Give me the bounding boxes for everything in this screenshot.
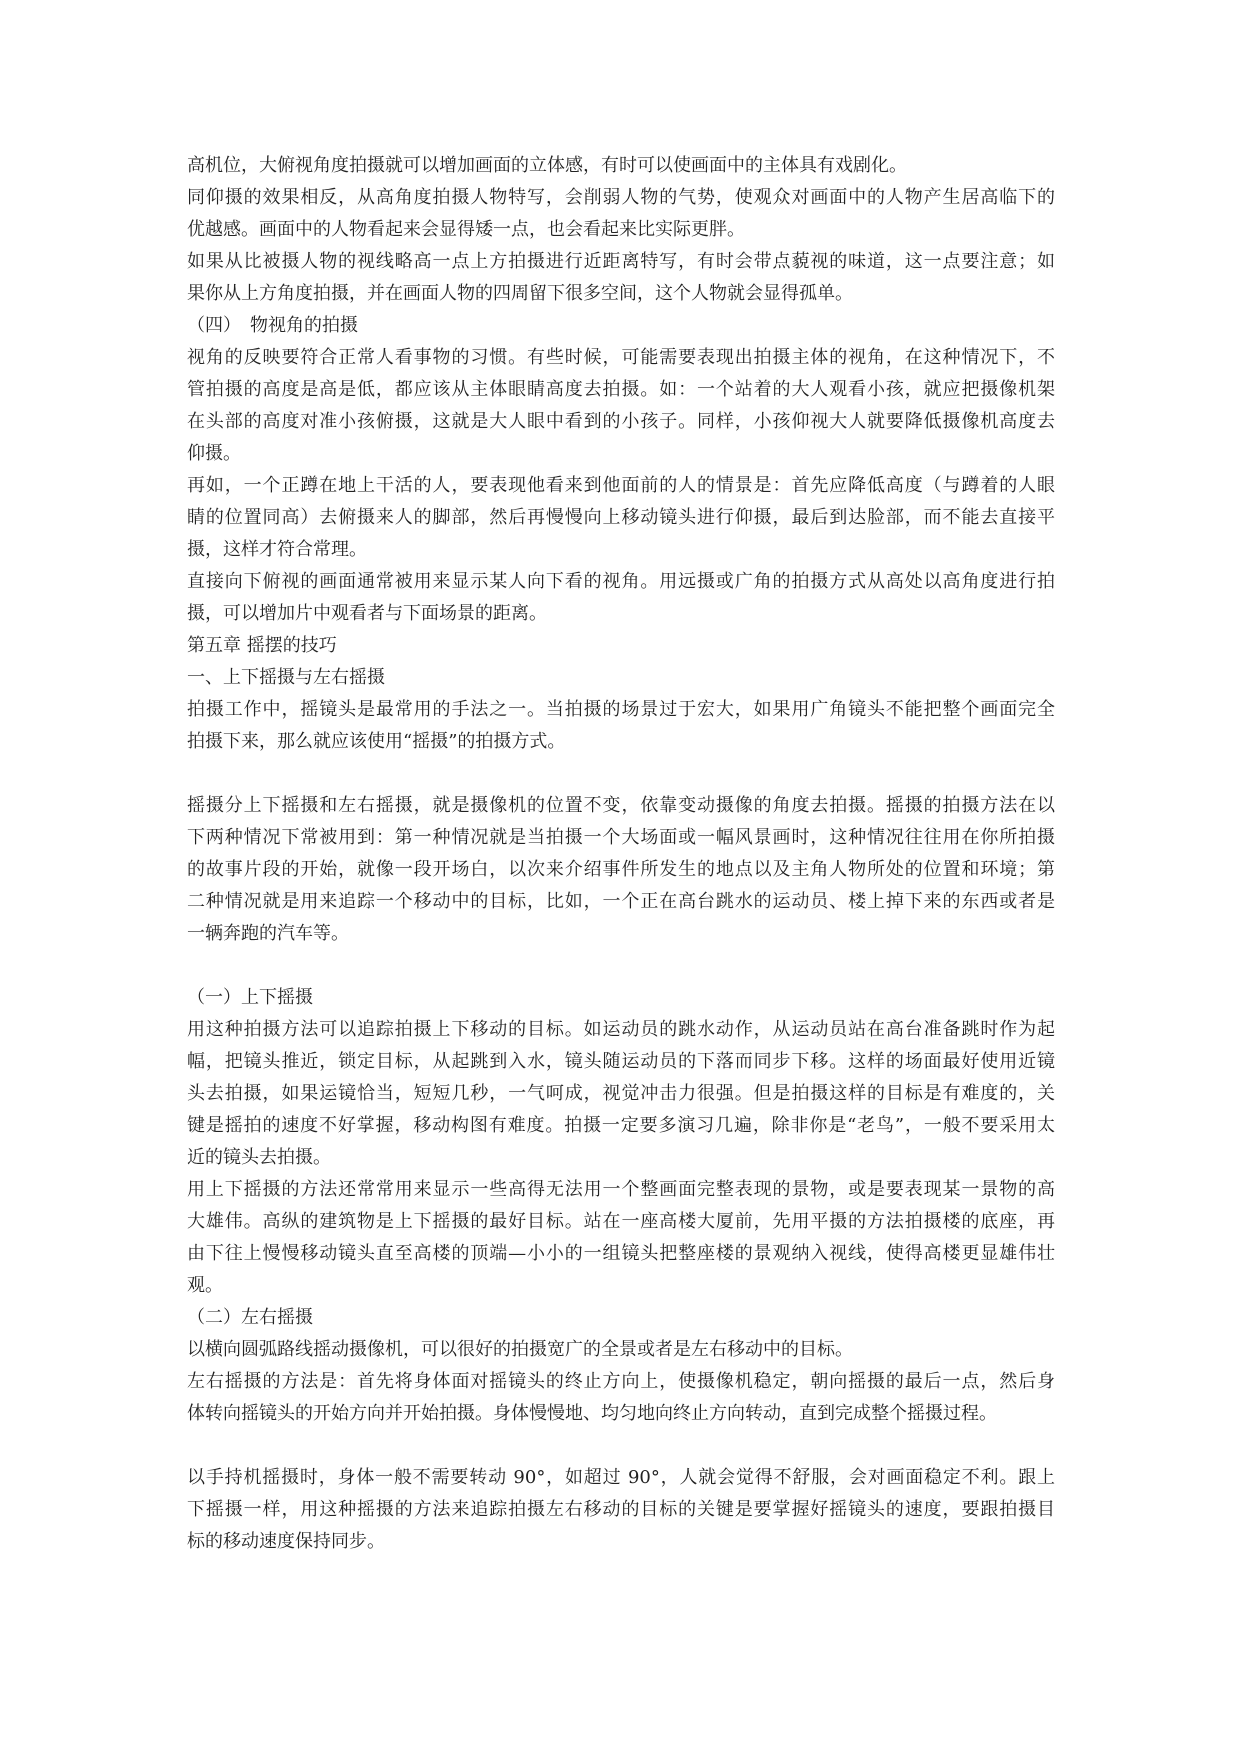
text-line: 由下往上慢慢移动镜头直至高楼的顶端—小小的一组镜头把整座楼的景观纳入视线，使得高楼更显雄伟壮 — [187, 1243, 1055, 1264]
text-line: 同仰摄的效果相反，从高角度拍摄人物特写，会削弱人物的气势，使观众对画面中的人物产生居高临下的 — [187, 187, 1055, 208]
text-line: 幅，把镜头推近，锁定目标，从起跳到入水，镜头随运动员的下落而同步下移。这样的场面最好使用近镜 — [187, 1051, 1055, 1072]
text-line: 摄，这样才符合常理。 — [187, 539, 367, 560]
text-line: 视角的反映要符合正常人看事物的习惯。有些时候，可能需要表现出拍摄主体的视角，在这种情况下，不 — [187, 347, 1055, 368]
text-line: 仰摄。 — [187, 443, 241, 464]
text-line: （二）左右摇摄 — [187, 1307, 313, 1328]
blank-line — [187, 758, 1055, 790]
text-line: 键是摇拍的速度不好掌握，移动构图有难度。拍摄一定要多演习几遍，除非你是“老鸟”，一般不要采用太 — [187, 1115, 1055, 1136]
text-line: 下两种情况下常被用到：第一种情况就是当拍摄一个大场面或一幅风景画时，这种情况往往用在你所拍摄 — [187, 827, 1055, 848]
text-line: （一）上下摇摄 — [187, 987, 313, 1008]
text-line: （四） 物视角的拍摄 — [187, 315, 358, 336]
text-line: 第五章 摇摆的技巧 — [187, 635, 337, 656]
text-line: 大雄伟。高纵的建筑物是上下摇摄的最好目标。站在一座高楼大厦前，先用平摄的方法拍摄楼的底座，再 — [187, 1211, 1055, 1232]
text-line: 用上下摇摄的方法还常常用来显示一些高得无法用一个整画面完整表现的景物，或是要表现某一景物的高 — [187, 1179, 1055, 1200]
text-line: 拍摄工作中，摇镜头是最常用的手法之一。当拍摄的场景过于宏大，如果用广角镜头不能把整个画面完全 — [187, 699, 1055, 720]
text-line: 管拍摄的高度是高是低，都应该从主体眼睛高度去拍摄。如：一个站着的大人观看小孩，就应把摄像机架 — [187, 379, 1055, 400]
text-line: 一、上下摇摄与左右摇摄 — [187, 667, 385, 688]
text-line: 拍摄下来，那么就应该使用“摇摄”的拍摄方式。 — [187, 731, 566, 752]
text-line: 睛的位置同高）去俯摄来人的脚部，然后再慢慢向上移动镜头进行仰摄，最后到达脸部，而不能去直接平 — [187, 507, 1055, 528]
text-line: 的故事片段的开始，就像一段开场白，以次来介绍事件所发生的地点以及主角人物所处的位置和环境；第 — [187, 859, 1055, 880]
text-line: 优越感。画面中的人物看起来会显得矮一点，也会看起来比实际更胖。 — [187, 219, 745, 240]
text-line: 体转向摇镜头的开始方向并开始拍摄。身体慢慢地、均匀地向终止方向转动，直到完成整个摇摄过程。 — [187, 1403, 997, 1424]
blank-line — [187, 1430, 1055, 1462]
blank-line — [187, 950, 1055, 982]
text-line: 再如，一个正蹲在地上干活的人，要表现他看来到他面前的人的情景是：首先应降低高度（与蹲着的人眼 — [187, 475, 1055, 496]
text-line: 二种情况就是用来追踪一个移动中的目标，比如，一个正在高台跳水的运动员、楼上掉下来的东西或者是 — [187, 891, 1055, 912]
text-line: 观。 — [187, 1275, 223, 1296]
text-line: 摄，可以增加片中观看者与下面场景的距离。 — [187, 603, 547, 624]
text-line: 摇摄分上下摇摄和左右摇摄，就是摄像机的位置不变，依靠变动摄像的角度去拍摄。摇摄的拍摄方法在以 — [187, 795, 1055, 816]
text-line: 在头部的高度对准小孩俯摄，这就是大人眼中看到的小孩子。同样，小孩仰视大人就要降低摄像机高度去 — [187, 411, 1055, 432]
text-line: 一辆奔跑的汽车等。 — [187, 923, 349, 944]
text-line: 下摇摄一样，用这种摇摄的方法来追踪拍摄左右移动的目标的关键是要掌握好摇镜头的速度，要跟拍摄目 — [187, 1499, 1055, 1520]
text-line: 左右摇摄的方法是：首先将身体面对摇镜头的终止方向上，使摄像机稳定，朝向摇摄的最后一点，然后身 — [187, 1371, 1055, 1392]
text-line: 如果从比被摄人物的视线略高一点上方拍摄进行近距离特写，有时会带点藐视的味道，这一点要注意；如 — [187, 251, 1055, 272]
text-line: 近的镜头去拍摄。 — [187, 1147, 331, 1168]
document-body — [187, 150, 1055, 1558]
text-line: 果你从上方角度拍摄，并在画面人物的四周留下很多空间，这个人物就会显得孤单。 — [187, 283, 853, 304]
text-line: 以手持机摇摄时，身体一般不需要转动 90°，如超过 90°，人就会觉得不舒服，会对画面稳定不利。跟上 — [187, 1467, 1055, 1488]
text-line: 直接向下俯视的画面通常被用来显示某人向下看的视角。用远摄或广角的拍摄方式从高处以高角度进行拍 — [187, 571, 1055, 592]
text-line: 高机位，大俯视角度拍摄就可以增加画面的立体感，有时可以使画面中的主体具有戏剧化。 — [187, 155, 907, 176]
text-line: 头去拍摄，如果运镜恰当，短短几秒，一气呵成，视觉冲击力很强。但是拍摄这样的目标是有难度的，关 — [187, 1083, 1055, 1104]
text-line: 以横向圆弧路线摇动摄像机，可以很好的拍摄宽广的全景或者是左右移动中的目标。 — [187, 1339, 853, 1360]
text-line: 标的移动速度保持同步。 — [187, 1531, 385, 1552]
text-line: 用这种拍摄方法可以追踪拍摄上下移动的目标。如运动员的跳水动作，从运动员站在高台准备跳时作为起 — [187, 1019, 1055, 1040]
